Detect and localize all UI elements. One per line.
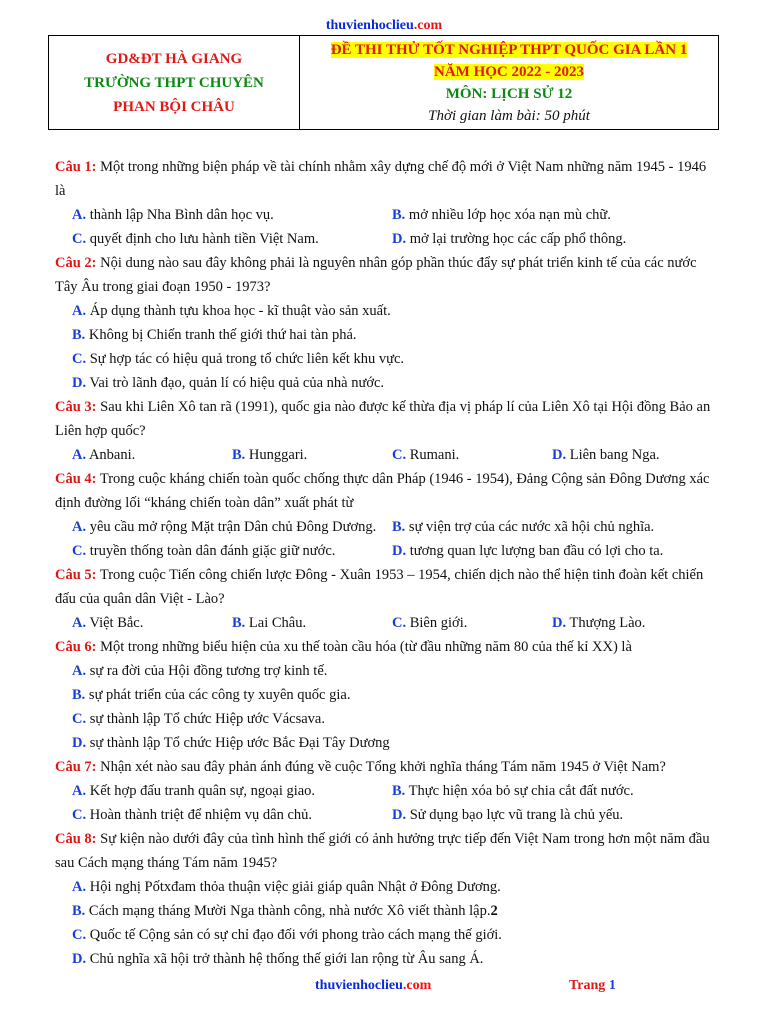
answer-option[interactable] (232, 443, 392, 467)
answer-option[interactable] (72, 327, 357, 343)
option-text: Liên bang Nga. (569, 447, 660, 463)
option-letter: A. (72, 783, 87, 799)
site-domain: .com (413, 18, 443, 33)
option-letter: B. (232, 447, 246, 463)
question-text: Sau khi Liên Xô tan rã (1991), quốc gia nào được kế thừa địa vị pháp lí của Liên Xô tại Hội đồng Bảo an Liên hợp quốc? (55, 399, 711, 439)
exam-info (300, 36, 719, 130)
option-letter: C. (392, 447, 407, 463)
question-text: Trong cuộc Tiến công chiến lược Đông - Xuân 1953 – 1954, chiến dịch nào thể hiện tinh đoàn kết chiến đấu của quân dân Việt - Lào? (55, 567, 704, 607)
answer-option[interactable] (72, 879, 501, 895)
question-stem (55, 635, 719, 659)
option-row (55, 203, 719, 227)
answer-option[interactable] (72, 951, 483, 967)
option-letter: D. (72, 735, 87, 751)
question-number: Câu 7: (55, 759, 97, 775)
option-row (55, 323, 719, 347)
school-year: NĂM HỌC 2022 - 2023 (434, 63, 584, 80)
option-letter: D. (72, 375, 87, 391)
option-letter: D. (392, 231, 407, 247)
question-number: Câu 8: (55, 831, 97, 847)
option-text: Hunggari. (248, 447, 308, 463)
option-row (55, 371, 719, 395)
option-letter: B. (232, 615, 246, 631)
option-text: Biên giới. (409, 615, 468, 631)
answer-option[interactable] (552, 611, 712, 635)
option-letter: C. (72, 351, 87, 367)
answer-option[interactable] (392, 443, 552, 467)
option-letter: C. (72, 711, 87, 727)
answer-option[interactable] (72, 539, 392, 563)
question-stem (55, 563, 719, 611)
option-letter: A. (72, 303, 87, 319)
school-info (49, 36, 300, 130)
question-stem (55, 467, 719, 515)
answer-option[interactable] (72, 611, 232, 635)
option-row (55, 707, 719, 731)
answer-option[interactable] (392, 539, 712, 563)
option-letter: D. (392, 543, 407, 559)
option-text: Hoàn thành triệt để nhiệm vụ dân chủ. (89, 807, 313, 823)
option-letter: D. (552, 615, 567, 631)
option-letter: C. (392, 615, 407, 631)
school-name-line2: PHAN BỘI CHÂU (113, 98, 235, 115)
question-number: Câu 2: (55, 255, 97, 271)
option-letter: D. (392, 807, 407, 823)
option-letter: A. (72, 207, 87, 223)
option-text: sự thành lập Tổ chức Hiệp ước Vácsava. (89, 711, 325, 727)
option-row (55, 347, 719, 371)
option-text: Quốc tế Cộng sản có sự chỉ đạo đối với phong trào cách mạng thế giới. (89, 927, 502, 943)
question-text: Nhận xét nào sau đây phản ánh đúng về cuộc Tổng khởi nghĩa tháng Tám năm 1945 ở Việt Nam? (100, 759, 666, 775)
option-text: Áp dụng thành tựu khoa học - kĩ thuật vào sản xuất. (89, 303, 391, 319)
answer-option[interactable] (72, 903, 490, 919)
question-number: Câu 3: (55, 399, 97, 415)
option-text: Vai trò lãnh đạo, quản lí có hiệu quả của nhà nước. (89, 375, 385, 391)
department-name: GD&ĐT HÀ GIANG (105, 50, 243, 67)
option-letter: C. (72, 543, 87, 559)
option-row (55, 683, 719, 707)
answer-option[interactable] (392, 611, 552, 635)
option-text: Anbani. (88, 447, 136, 463)
option-row (55, 299, 719, 323)
option-row (55, 923, 719, 947)
question-stem (55, 155, 719, 203)
answer-option[interactable] (72, 779, 392, 803)
option-text: mở lại trường học các cấp phổ thông. (409, 231, 627, 247)
answer-option[interactable] (72, 227, 392, 251)
answer-option[interactable] (392, 227, 712, 251)
answer-option[interactable] (72, 515, 392, 539)
question-text: Một trong những biểu hiện của xu thế toàn cầu hóa (từ đầu những năm 80 của thế kỉ XX) là (100, 639, 632, 655)
option-text: Cách mạng tháng Mười Nga thành công, nhà nước Xô viết thành lập. (88, 903, 491, 919)
footer-site-name: thuvienhoclieu (315, 978, 403, 993)
question-text: Trong cuộc kháng chiến toàn quốc chống thực dân Pháp (1946 - 1954), Đảng Cộng sản Đông Dương xác định đường lối “kháng chiến toàn dân” xuất phát từ (55, 471, 710, 511)
question-stem (55, 395, 719, 443)
option-text: Kết hợp đấu tranh quân sự, ngoại giao. (89, 783, 316, 799)
option-letter: A. (72, 447, 87, 463)
answer-option[interactable] (72, 687, 350, 703)
answer-option[interactable] (72, 663, 327, 679)
footer-site-domain: .com (402, 978, 432, 993)
option-row (55, 779, 719, 803)
option-letter: C. (72, 231, 87, 247)
option-text: mở nhiều lớp học xóa nạn mù chữ. (408, 207, 611, 223)
option-letter: A. (72, 615, 87, 631)
option-text: Chủ nghĩa xã hội trở thành hệ thống thế giới lan rộng từ Âu sang Á. (89, 951, 484, 967)
question-text: Sự kiện nào dưới đây của tình hình thế giới có ảnh hưởng trực tiếp đến Việt Nam trong hơn một năm đầu sau Cách mạng tháng Tám năm 1945? (55, 831, 710, 871)
option-letter: B. (72, 327, 86, 343)
option-text: Thượng Lào. (569, 615, 646, 631)
option-text: Việt Bắc. (89, 615, 144, 631)
option-row (55, 899, 719, 923)
exam-title: ĐỀ THI THỬ TỐT NGHIỆP THPT QUỐC GIA LẦN 1 (330, 41, 688, 58)
option-text: Hội nghị Pốtxđam thỏa thuận việc giải giáp quân Nhật ở Đông Dương. (89, 879, 501, 895)
option-letter: B. (72, 903, 86, 919)
inline-mark: 2 (490, 903, 498, 919)
option-row (55, 539, 719, 563)
option-text: thành lập Nha Bình dân học vụ. (89, 207, 274, 223)
answer-option[interactable] (392, 779, 712, 803)
answer-option[interactable] (72, 203, 392, 227)
question-list (55, 155, 719, 971)
option-text: Rumani. (409, 447, 460, 463)
option-text: sự viện trợ của các nước xã hội chủ nghĩa. (408, 519, 655, 535)
option-row (55, 443, 719, 467)
question-number: Câu 6: (55, 639, 97, 655)
option-letter: B. (392, 519, 406, 535)
question-text: Nội dung nào sau đây không phải là nguyên nhân góp phần thúc đẩy sự phát triển kinh tế của các nước Tây Âu trong giai đoạn 1950 - 1973? (55, 255, 697, 295)
answer-option[interactable] (392, 515, 712, 539)
option-letter: A. (72, 879, 87, 895)
option-row (55, 227, 719, 251)
site-header-link[interactable] (0, 18, 768, 34)
option-letter: C. (72, 927, 87, 943)
option-text: truyền thống toàn dân đánh giặc giữ nước. (89, 543, 336, 559)
option-row (55, 731, 719, 755)
footer-site-link[interactable] (315, 978, 431, 994)
option-text: yêu cầu mở rộng Mặt trận Dân chủ Đông Dương. (89, 519, 377, 535)
question-stem (55, 755, 719, 779)
option-text: Lai Châu. (248, 615, 307, 631)
option-letter: B. (392, 783, 406, 799)
option-row (55, 611, 719, 635)
option-row (55, 515, 719, 539)
exam-header-table (48, 35, 719, 130)
answer-option[interactable] (232, 611, 392, 635)
option-letter: A. (72, 663, 87, 679)
option-text: sự thành lập Tổ chức Hiệp ước Bắc Đại Tây Dương (89, 735, 390, 751)
exam-subject: MÔN: LỊCH SỬ 12 (445, 85, 573, 102)
option-row (55, 947, 719, 971)
option-row (55, 803, 719, 827)
answer-option[interactable] (72, 803, 392, 827)
answer-option[interactable] (72, 711, 325, 727)
question-number: Câu 1: (55, 159, 97, 175)
option-letter: B. (392, 207, 406, 223)
answer-option[interactable] (72, 375, 384, 391)
option-row (55, 875, 719, 899)
option-letter: A. (72, 519, 87, 535)
answer-option[interactable] (552, 443, 712, 467)
option-letter: D. (552, 447, 567, 463)
answer-option[interactable] (72, 351, 404, 367)
site-name: thuvienhoclieu (325, 18, 414, 33)
page-label: Trang (569, 978, 606, 993)
question-text: Một trong những biện pháp về tài chính nhằm xây dựng chế độ mới ở Việt Nam những năm 1945 - 1946 là (55, 159, 707, 199)
option-letter: C. (72, 807, 87, 823)
question-number: Câu 5: (55, 567, 97, 583)
option-text: tương quan lực lượng ban đầu có lợi cho ta. (409, 543, 664, 559)
question-stem (55, 827, 719, 875)
answer-option[interactable] (392, 803, 712, 827)
option-text: sự ra đời của Hội đồng tương trợ kinh tế. (89, 663, 328, 679)
option-row (55, 659, 719, 683)
option-letter: B. (72, 687, 86, 703)
question-stem (55, 251, 719, 299)
school-name-line1: TRƯỜNG THPT CHUYÊN (84, 74, 264, 91)
answer-option[interactable] (72, 735, 390, 751)
option-text: Không bị Chiến tranh thế giới thứ hai tàn phá. (88, 327, 357, 343)
option-text: Thực hiện xóa bỏ sự chia cắt đất nước. (408, 783, 634, 799)
answer-option[interactable] (392, 203, 712, 227)
option-text: quyết định cho lưu hành tiền Việt Nam. (89, 231, 319, 247)
page-number-value: 1 (608, 978, 616, 993)
answer-option[interactable] (72, 927, 502, 943)
option-letter: D. (72, 951, 87, 967)
answer-option[interactable] (72, 303, 391, 319)
option-text: Sự hợp tác có hiệu quả trong tổ chức liên kết khu vực. (89, 351, 405, 367)
page-number (569, 978, 616, 994)
option-text: Sử dụng bạo lực vũ trang là chủ yếu. (409, 807, 624, 823)
answer-option[interactable] (72, 443, 232, 467)
option-text: sự phát triển của các công ty xuyên quốc gia. (88, 687, 351, 703)
question-number: Câu 4: (55, 471, 97, 487)
exam-duration: Thời gian làm bài: 50 phút (428, 107, 590, 124)
